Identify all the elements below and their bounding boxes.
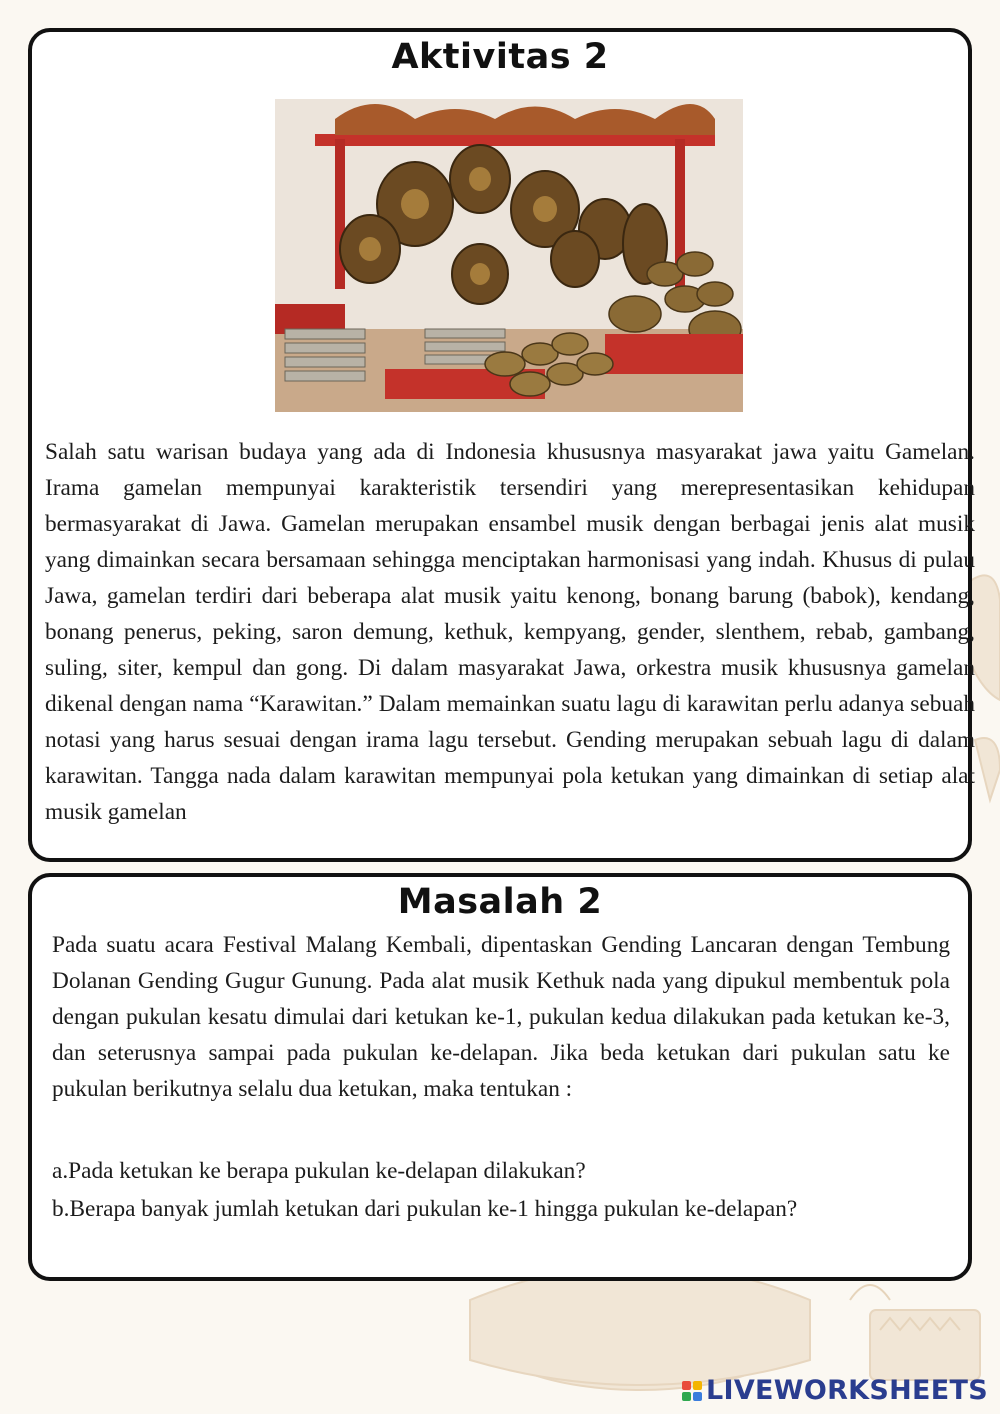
activity-title: Aktivitas 2 <box>391 37 609 77</box>
liveworksheets-brand <box>682 1375 988 1406</box>
activity-paragraph: Salah satu warisan budaya yang ada di Indonesia khususnya masyarakat jawa yaitu Gamelan. Irama gamelan mempunyai karakteristik tersendiri yang merepresentasikan kehidupan bermasyarakat di Jawa. Gamelan merupakan ensambel musik dengan berbagai jenis alat musik yang dimainkan secara bersamaan sehingga menciptakan harmonisasi yang indah. Khusus di pulau Jawa, gamelan terdiri dari beberapa alat musik yaitu kenong, bonang barung (babok), kendang, bonang penerus, peking, saron demung, kethuk, kempyang, gender, slenthem, rebab, gambang, suling, siter, kempul dan gong. Di dalam masyarakat Jawa, orkestra musik khususnya gamelan dikenal dengan nama “Karawitan.” Dalam memainkan suatu lagu di karawitan perlu adanya sebuah notasi yang harus sesuai dengan irama lagu tersebut. Gending merupakan sebuah lagu di dalam karawitan. Tangga nada dalam karawitan mempunyai pola ketukan yang dimainkan di setiap alat musik gamelan <box>45 439 975 825</box>
question-b: b.Berapa banyak jumlah ketukan dari pukulan ke-1 hingga pukulan ke-delapan? <box>52 1196 798 1222</box>
gamelan-photo <box>275 99 743 412</box>
question-a: a.Pada ketukan ke berapa pukulan ke-delapan dilakukan? <box>52 1158 586 1184</box>
problem-paragraph: Pada suatu acara Festival Malang Kembali, dipentaskan Gending Lancaran dengan Tembung Dolanan Gending Gugur Gunung. Pada alat musik Kethuk nada yang dipukul membentuk pola dengan pukulan kesatu dimulai dari ketukan ke-1, pukulan kedua dilakukan pada ketukan ke-3, dan seterusnya sampai pada pukulan ke-delapan. Jika beda ketukan dari pukulan satu ke pukulan berikutnya selalu dua ketukan, maka tentukan : <box>52 932 950 1102</box>
liveworksheets-logo-icon <box>682 1381 702 1401</box>
activity-card <box>28 28 975 862</box>
problem-title: Masalah 2 <box>397 882 603 922</box>
problem-card <box>28 873 972 1281</box>
brand-name: LIVEWORKSHEETS <box>705 1375 988 1406</box>
